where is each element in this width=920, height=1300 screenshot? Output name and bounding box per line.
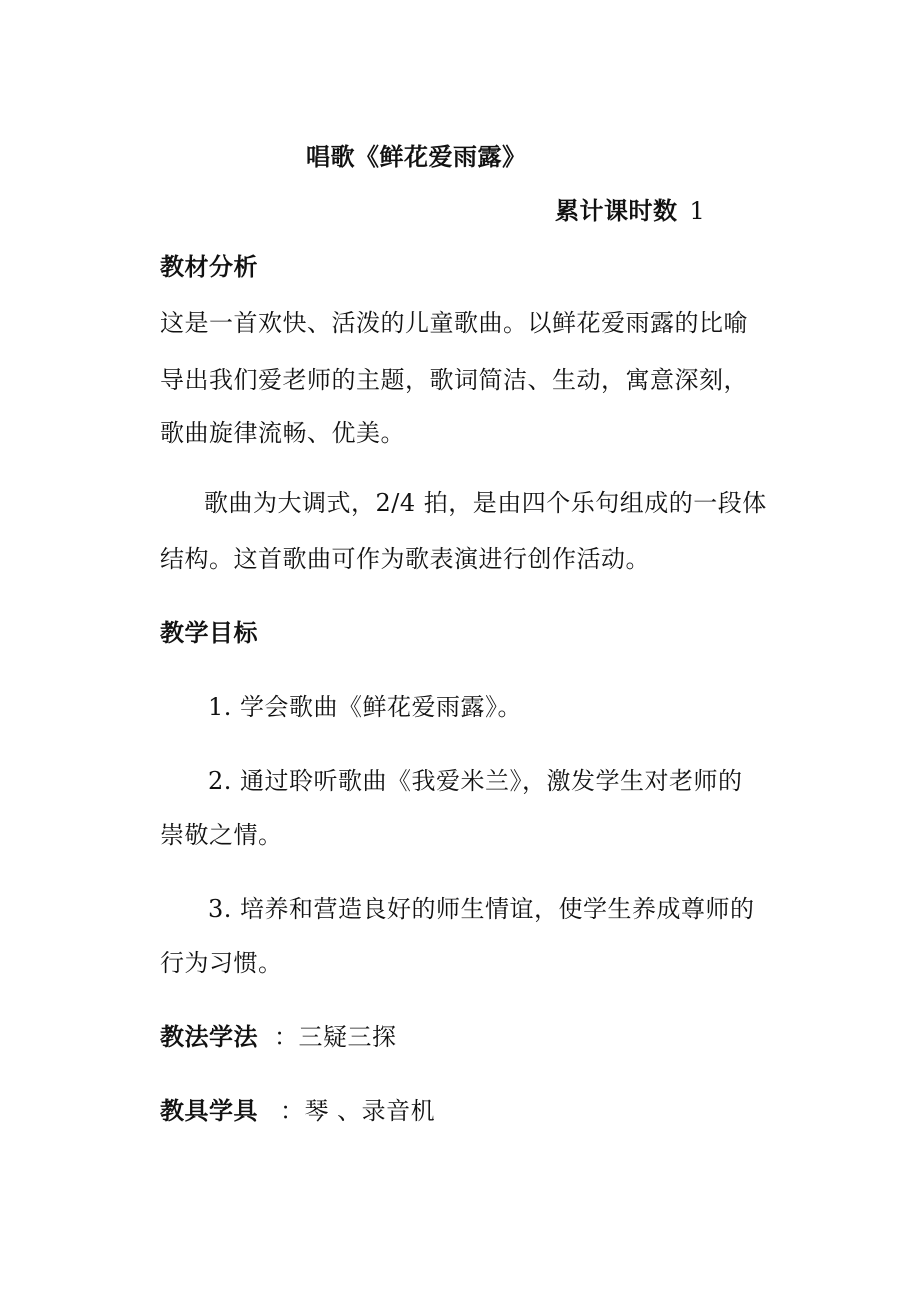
method-label: 教法学法 [160,1022,258,1051]
goal-item-3-line-2: 行为习惯。 [160,949,283,977]
method-value: 三疑三探 [298,1023,397,1051]
analysis-para2-line-1: 歌曲为大调式，2/4 拍，是由四个乐句组成的一段体 [204,489,767,517]
goal-item-1: 1. 学会歌曲《鲜花爱雨露》。 [208,693,523,721]
hours-value: 1 [689,197,706,225]
analysis-para2-line-2: 结构。这首歌曲可作为歌表演进行创作活动。 [160,545,650,573]
hours-label: 累计课时数 [555,196,678,225]
goals-heading: 教学目标 [160,618,258,647]
goal-item-2-line-1: 2. 通过聆听歌曲《我爱米兰》，激发学生对老师的 [208,767,743,795]
goal-item-2-line-2: 崇敬之情。 [160,821,283,849]
analysis-heading: 教材分析 [160,252,258,281]
method-colon: ： [274,1023,299,1051]
cumulative-hours [555,196,705,226]
method-row [160,1022,397,1052]
goal-item-3-line-1: 3. 培养和营造良好的师生情谊，使学生养成尊师的 [208,895,755,923]
analysis-line-3: 歌曲旋律流畅、优美。 [160,419,405,447]
analysis-line-1: 这是一首欢快、活泼的儿童歌曲。以鲜花爱雨露的比喻 [160,309,748,337]
analysis-line-2: 导出我们爱老师的主题，歌词简洁、生动，寓意深刻， [160,366,748,394]
document-title: 唱歌《鲜花爱雨露》 [306,142,527,171]
tools-label: 教具学具 [160,1096,258,1125]
tools-row [160,1096,435,1126]
tools-value: 琴 、录音机 [304,1097,436,1125]
tools-colon: ： [280,1097,305,1125]
